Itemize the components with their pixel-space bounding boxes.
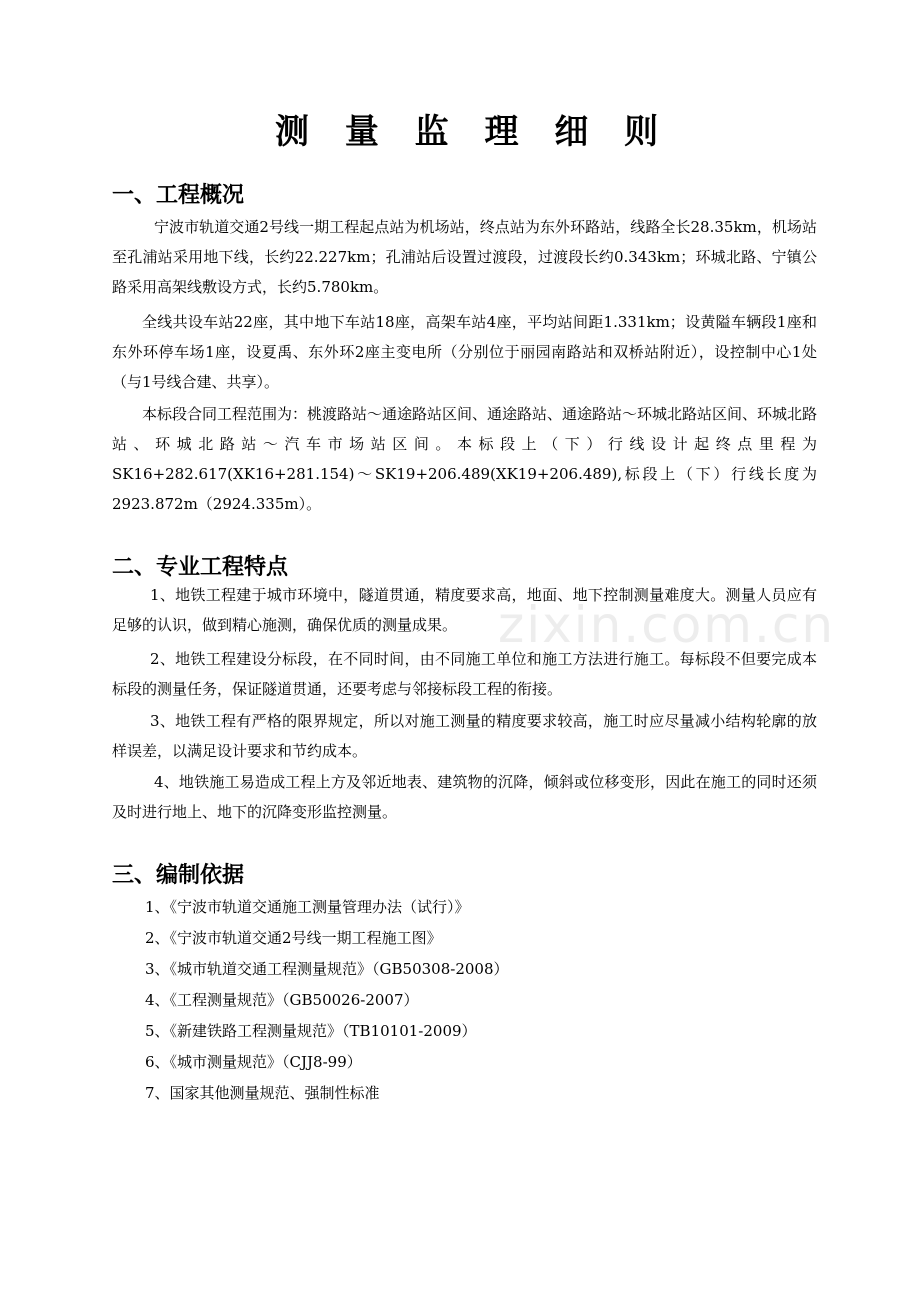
list-item: 3、《城市轨道交通工程测量规范》（GB50308-2008） [145, 960, 509, 978]
watermark: zixin.com.cn [498, 596, 836, 654]
document-title: 测 量 监 理 细 则 [275, 112, 671, 152]
list-item: 2、《宁波市轨道交通2号线一期工程施工图》 [145, 929, 442, 947]
overview-paragraph-3: 本标段合同工程范围为：桃渡路站～通途路站区间、通途路站、通途路站～环城北路站区间、环城北路站、环城北路站～汽车市场站区间。本标段上（下）行线设计起终点里程为SK16+282.617(XK16+281.154)～SK19+206.489(XK19+206.489),标段上（下）行线长度为2923.872m（2924.335m）。 [112, 405, 818, 513]
features-paragraph-4: 4、地铁施工易造成工程上方及邻近地表、建筑物的沉降，倾斜或位移变形，因此在施工的同时还须及时进行地上、地下的沉降变形监控测量。 [112, 773, 817, 821]
features-paragraph-2: 2、地铁工程建设分标段，在不同时间，由不同施工单位和施工方法进行施工。每标段不但要完成本标段的测量任务，保证隧道贯通，还要考虑与邻接标段工程的衔接。 [112, 650, 817, 698]
features-paragraph-3: 3、地铁工程有严格的限界规定，所以对施工测量的精度要求较高，施工时应尽量减小结构轮廓的放样误差，以满足设计要求和节约成本。 [112, 712, 817, 760]
overview-paragraph-1: 宁波市轨道交通2号线一期工程起点站为机场站，终点站为东外环路站，线路全长28.35km，机场站至孔浦站采用地下线，长约22.227km；孔浦站后设置过渡段，过渡段长约0.343km；环城北路、宁镇公路采用高架线敷设方式，长约5.780km。 [112, 218, 817, 296]
features-paragraph-1: 1、地铁工程建于城市环境中，隧道贯通，精度要求高，地面、地下控制测量难度大。测量人员应有足够的认识，做到精心施测，确保优质的测量成果。 [112, 586, 817, 634]
section-heading-basis: 三、编制依据 [112, 863, 245, 888]
list-item: 1、《宁波市轨道交通施工测量管理办法（试行）》 [145, 898, 470, 916]
overview-paragraph-2: 全线共设车站22座，其中地下车站18座，高架车站4座，平均站间距1.331km；设黄隘车辆段1座和东外环停车场1座，设夏禹、东外环2座主变电所（分别位于丽园南路站和双桥站附近），设控制中心1处（与1号线合建、共享）。 [112, 313, 817, 391]
list-item: 5、《新建铁路工程测量规范》（TB10101-2009） [145, 1022, 477, 1040]
section-heading-overview: 一、工程概况 [112, 183, 245, 208]
section-heading-features: 二、专业工程特点 [112, 555, 289, 580]
list-item: 6、《城市测量规范》（CJJ8-99） [145, 1053, 362, 1071]
reference-list [145, 892, 509, 1109]
list-item: 4、《工程测量规范》（GB50026-2007） [145, 991, 419, 1009]
list-item: 7、国家其他测量规范、强制性标准 [145, 1084, 380, 1102]
